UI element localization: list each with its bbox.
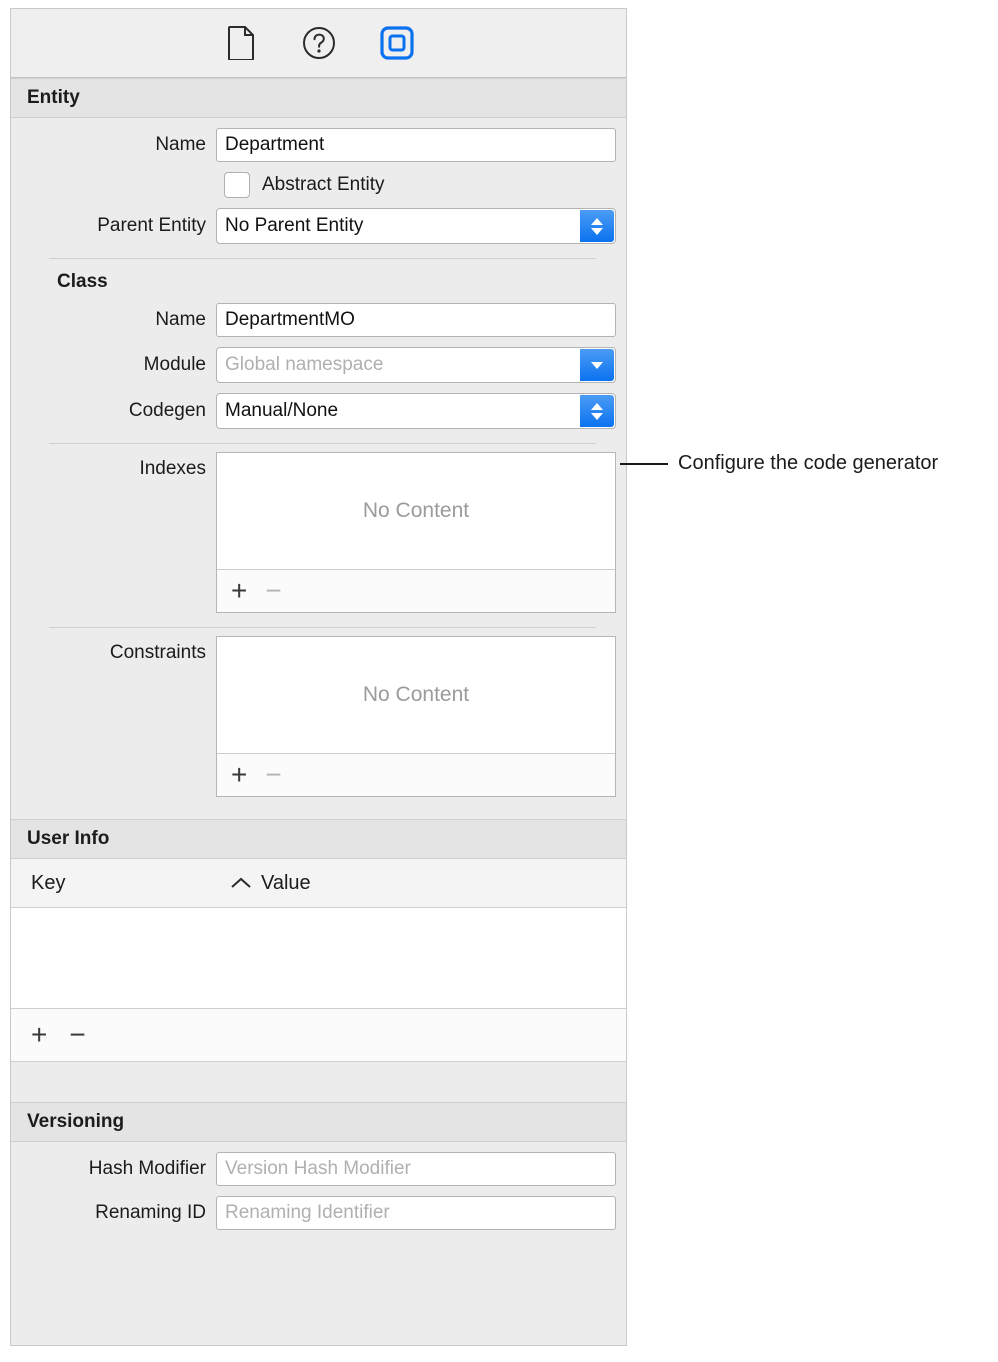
indexes-listbox-footer bbox=[217, 569, 615, 612]
section-title-versioning: Versioning bbox=[27, 1111, 125, 1132]
parent-entity-label: Parent Entity bbox=[97, 215, 206, 236]
constraints-row bbox=[21, 636, 616, 797]
abstract-entity-checkbox[interactable] bbox=[224, 172, 250, 198]
class-name-row bbox=[21, 303, 616, 337]
class-name-input[interactable]: DepartmentMO bbox=[216, 303, 616, 337]
user-info-table-footer bbox=[11, 1009, 626, 1062]
class-module-value: Global namespace bbox=[225, 354, 384, 375]
section-title-user-info: User Info bbox=[27, 828, 110, 849]
subsection-title-class: Class bbox=[57, 271, 108, 292]
chevron-down-icon bbox=[591, 362, 603, 369]
hash-modifier-label: Hash Modifier bbox=[88, 1158, 206, 1179]
inspector-tab-bar bbox=[11, 9, 626, 78]
class-codegen-label: Codegen bbox=[128, 400, 206, 421]
user-info-table-body[interactable] bbox=[11, 908, 626, 1009]
quick-help-inspector-icon[interactable] bbox=[302, 26, 336, 60]
divider-class-indexes bbox=[49, 443, 596, 444]
user-info-remove-button[interactable]: − bbox=[69, 1019, 86, 1050]
indexes-remove-button[interactable]: − bbox=[265, 575, 282, 606]
section-title-entity: Entity bbox=[27, 87, 80, 108]
indexes-label: Indexes bbox=[139, 458, 206, 479]
class-module-label: Module bbox=[143, 354, 206, 375]
constraints-remove-button[interactable]: − bbox=[265, 759, 282, 790]
file-inspector-icon[interactable] bbox=[224, 26, 258, 60]
section-header-user-info bbox=[11, 819, 626, 859]
parent-entity-value: No Parent Entity bbox=[225, 215, 364, 236]
parent-entity-row bbox=[21, 208, 616, 244]
class-module-chevron-button[interactable] bbox=[580, 349, 614, 381]
callout-text: Configure the code generator bbox=[678, 452, 939, 474]
panel-gap-strip bbox=[11, 1062, 626, 1102]
class-codegen-row bbox=[21, 393, 616, 429]
parent-entity-stepper-icon[interactable] bbox=[580, 210, 614, 242]
constraints-add-button[interactable]: + bbox=[231, 759, 248, 790]
class-codegen-stepper-icon[interactable] bbox=[580, 395, 614, 427]
class-module-combobox[interactable] bbox=[216, 347, 616, 383]
renaming-id-row bbox=[21, 1196, 616, 1230]
chevron-up-icon bbox=[591, 218, 603, 225]
abstract-entity-row bbox=[21, 172, 616, 198]
entity-name-row bbox=[21, 128, 616, 162]
user-info-column-key[interactable]: Key bbox=[31, 871, 66, 894]
versioning-section-body bbox=[11, 1152, 626, 1230]
renaming-id-input[interactable]: Renaming Identifier bbox=[216, 1196, 616, 1230]
hash-modifier-row bbox=[21, 1152, 616, 1186]
divider-entity-class bbox=[49, 258, 596, 259]
divider-indexes-constraints bbox=[49, 627, 596, 628]
user-info-add-button[interactable]: + bbox=[31, 1019, 48, 1050]
hash-modifier-input[interactable]: Version Hash Modifier bbox=[216, 1152, 616, 1186]
chevron-down-icon bbox=[591, 413, 603, 420]
section-header-versioning bbox=[11, 1102, 626, 1142]
sort-ascending-icon[interactable] bbox=[221, 876, 261, 890]
user-info-table-header bbox=[11, 859, 626, 908]
callout-codegen bbox=[620, 452, 938, 475]
class-codegen-value: Manual/None bbox=[225, 400, 339, 421]
data-model-inspector-icon[interactable] bbox=[380, 26, 414, 60]
renaming-id-label: Renaming ID bbox=[95, 1202, 206, 1223]
class-module-row bbox=[21, 347, 616, 383]
constraints-listbox-footer bbox=[217, 753, 615, 796]
chevron-up-icon bbox=[591, 403, 603, 410]
indexes-empty-text: No Content bbox=[362, 499, 470, 522]
entity-name-input[interactable]: Department bbox=[216, 128, 616, 162]
entity-section-body bbox=[11, 128, 626, 819]
indexes-row bbox=[21, 452, 616, 613]
user-info-column-value[interactable]: Value bbox=[261, 871, 311, 894]
entity-name-label: Name bbox=[155, 134, 206, 155]
data-model-inspector-panel bbox=[10, 8, 627, 1346]
abstract-entity-label: Abstract Entity bbox=[262, 174, 385, 195]
indexes-listbox[interactable] bbox=[216, 452, 616, 613]
constraints-empty-text: No Content bbox=[362, 683, 470, 706]
section-header-entity bbox=[11, 78, 626, 118]
callout-leader-line bbox=[620, 463, 668, 465]
class-name-label: Name bbox=[155, 309, 206, 330]
constraints-label: Constraints bbox=[109, 642, 206, 663]
constraints-listbox[interactable] bbox=[216, 636, 616, 797]
parent-entity-popup[interactable] bbox=[216, 208, 616, 244]
indexes-add-button[interactable]: + bbox=[231, 575, 248, 606]
chevron-down-icon bbox=[591, 228, 603, 235]
class-codegen-popup[interactable] bbox=[216, 393, 616, 429]
